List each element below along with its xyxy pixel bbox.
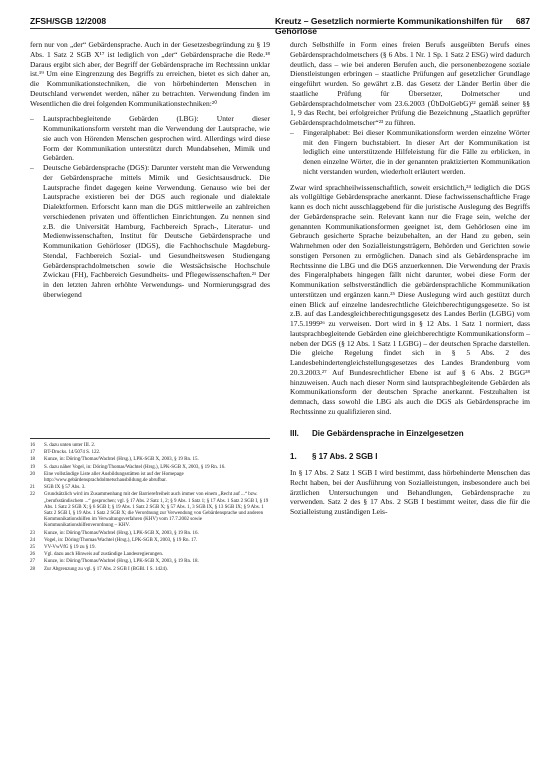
- footnote: [30, 485, 270, 491]
- subsection-number: 1.: [290, 452, 297, 462]
- footnote-text: Kunze, in: Döring/Thomas/Wachtel (Hrsg.), LPK-SGB X, 2003, § 19 Rn. 15.: [44, 457, 199, 463]
- footnote-number: 18: [30, 457, 35, 463]
- footnote: [30, 465, 270, 471]
- footnote: [30, 559, 270, 565]
- footnote-number: 28: [30, 566, 35, 572]
- footnote-text: Kunze, in: Döring/Thomas/Wachtel (Hrsg.), LPK-SGB X, 2003, § 19 Rn. 18.: [44, 559, 199, 565]
- footnote-text: Grundsätzlich wird im Zusammenhang mit der Barrierefreiheit auch immer von einem „Recht auf ...“ bzw. „berufsständischem ...“ gesprochen; vgl. § 17 Abs. 2 Satz 1, 2; § 9 Abs. 1 Satz 1; § 17 Abs. 1 Satz 2 SGB I, § 19 Abs. 1 Satz 2 SGB X; § 6 SGB I; § 19 Abs. 1 Satz 2 SGB X; § 57 Abs. 1, 3 SGB IX, § 13 SGB IX; § 9 Abs. 1 Satz 2 SGB I, § 19 Abs. 1 Satz 2 SGB X; die Verordnung zur Verwendung von Gebärdensprache und anderen Kommunikationshilfen im Verwaltungsverfahren (KHV) vom 17.7.2002 sowie Kommunikationshilfenverordnung – KHV.: [44, 492, 269, 529]
- footnotes: [30, 438, 270, 574]
- footnote-number: 17: [30, 450, 35, 456]
- left-column: [30, 40, 270, 300]
- footnote: [30, 538, 270, 544]
- footnote: [30, 552, 270, 558]
- section-number: III.: [290, 428, 299, 438]
- section-heading: [290, 429, 530, 439]
- footnote: [30, 457, 270, 463]
- footnote-text: Eine vollständige Liste aller Ausbildungsstätten ist auf der Homepage http://www.gebärdensprachdolmetschausbildung.de abrufbar.: [44, 471, 184, 484]
- footnote-text: Vogel, in: Döring/Thomas/Wachtel (Hrsg.), LPK-SGB X, 2003, § 19 Rn. 17.: [44, 537, 198, 543]
- journal-reference: ZFSH/SGB 12/2008: [30, 16, 107, 26]
- footnote-number: 19: [30, 464, 35, 470]
- footnote-number: 21: [30, 485, 35, 491]
- subsection-heading: [290, 452, 530, 462]
- interpretation-paragraph: Zwar wird sprachheilwissenschaftlich, soweit ersichtlich,²⁴ lediglich die DGS als vollgültige Gebärdensprache anerkannt. Diese fachwissenschaftliche Frage kann es doch nicht ausschlaggebend für die juristische Auslegung des Begriffs der Gebärdensprache sein. Relevant kann nur die Frage sein, welche der genannten Kommunikationsformen geeignet ist, dem Gehörlosen eine im Gebrauch gesicherte Sprache beizubehalten, an der Hand zu geben, sein Wahrnehmen oder den Sozialleistungsträgern, Behörden und Gerichten sowie sonstigen Personen zu ermöglichen. Danach sind als Gebärdensprache im Rechtssinne die LBG und die DGS anzuerkennen. Die Verwendung der Praxis des Fingeralphabets hingegen fällt nicht darunter, wobei diese Form der Kommunikation selbstverständlich die gebärdensprachliche Kommunikation unterstützen und ergänzen kann.²⁵ Diese Auslegung wird auch gestützt durch einen Blick auf einzelne landesrechtliche Gleichberechtigungsgesetze. So ist z.B. auf das Landesgleichberechtigungsgesetz des Landes Berlin (LGBG) vom 17.5.1999²⁶ zu verweisen. Dort wird in § 12 Abs. 1 Satz 1 normiert, dass lautsprachbegleitende Gebärden eine gleichberechtigte Kommunikationsform – neben der DGS (§ 12 Abs. 1 Satz 1 LGBG) – der deutschen Sprache darstellen. Die gleiche Regelung findet sich in § 5 Abs. 2 des Landesbehindertengleichstellungsgesetzes des Landes Brandenburg vom 20.3.2003.²⁷ Auf Bundesrechtlicher Ebene ist auf § 6 Abs. 2 BGG²⁸ hinzuweisen. Auch nach dieser Norm sind lautsprachbegleitende Gebärden als Kommunikationsform der deutschen Sprache anerkannt. Festzuhalten ist demnach, dass sowohl die LBG als auch die DGS als Gebärdensprache im Rechtssinne zu qualifizieren sind.: [290, 182, 530, 416]
- article-title: Kreutz – Gesetzlich normierte Kommunikationshilfen für Gehörlose: [275, 16, 503, 36]
- footnote-number: 20: [30, 471, 35, 477]
- sgb-paragraph: In § 17 Abs. 2 Satz 1 SGB I wird bestimmt, dass hörbehinderte Menschen das Recht haben, bei der Ausführung von Sozialleistungen, insbesondere auch bei ärztlichen Untersuchungen und Behandlungen, Gebärdensprache zu verwenden. Satz 2 des § 17 Abs. 2 SGB I bestimmt weiter, dass die für die Sozialleistung zuständigen Leis-: [290, 468, 530, 516]
- right-column: [290, 40, 530, 517]
- footnote-text: Zur Abgrenzung zu vgl. § 17 Abs. 2 SGB I (BGBl. I S. 1424).: [44, 566, 168, 572]
- section-title: Die Gebärdensprache in Einzelgesetzen: [312, 428, 464, 438]
- footnote: [30, 531, 270, 537]
- list-item-fingeralphabet: – Fingeralphabet: Bei dieser Kommunikationsform werden einzelne Wörter mit den Fingern buchstabiert. In dieser Art der Kommunikation ist lediglich eine unterstützende Hilfeleistung für die Fälle zu erblicken, in denen einzelne Wörter, die in der genannten praktizierten Kommunikation nicht verstanden wurden, wiederholt erläutert werden.: [290, 128, 530, 177]
- fingeralphabet-list: [290, 128, 530, 177]
- running-header: [30, 14, 530, 36]
- list-item-dgs: – Deutsche Gebärdensprache (DGS): Darunter versteht man die Verwendung der Gebärdensprache mittels Mimik und Gesichtsausdruck. Die Lautsprache findet dagegen keine Verwendung. Genauso wie bei der Lautsprache existieren bei der DGS auch regionale und dialektale Dialektformen. Erforscht kann man die DGS mittlerweile an zahlreichen verschiedenen privaten und öffentlichen Einrichtungen. Zu nennen sind z.B. die Universität Hamburg, Fachbereich Sprach-, Literatur- und Medienwissenschaften, Institut für Deutsche Gebärdensprache und Kommunikation Gehörloser (IDGS), die Fachhochschule Magdeburg-Stendal, Fachbereich Sozial- und Gesundheitswesen Studiengang Gebärdensprachdolmetschen sowie die Westsächsische Hochschule Zwickau (FH), Fachbereich Gesundheits- und Pflegewissenschaften.²¹ Der in den letzten Jahren erhöhte Verwendungs- und Normierungsgrad des überwiegend: [30, 163, 270, 300]
- footnote-number: 26: [30, 552, 35, 558]
- footnote-text: SGB IX § 57 Abs. 3.: [44, 485, 86, 491]
- footnote: [30, 545, 270, 551]
- subsection-title: § 17 Abs. 2 SGB I: [312, 452, 378, 462]
- communication-forms-list: [30, 114, 270, 299]
- footnote-number: 16: [30, 443, 35, 448]
- footnote-text: Kunze, in: Döring/Thomas/Wachtel (Hrsg.), LPK-SGB X, 2003, § 19 Rn. 16.: [44, 530, 199, 536]
- footnote: [30, 472, 270, 484]
- footnote-text: Vgl. dazu auch Hinweis auf zuständige Landesregierungen.: [44, 552, 164, 558]
- footnote-number: 24: [30, 537, 35, 543]
- footnote: [30, 567, 270, 573]
- right-top-paragraph: durch Selbsthilfe in Form eines freien Berufs ausgeübten Berufs eines Gebärdensprachdolmetschers (§ 6 Abs. 1 Nr. 1 Sp. 1 Satz 2 ESG) wird dadurch deutlich, dass – wie bei anderen Berufen auch, die personenbezogene soziale Dienstleistungen erbringen – staatliche Prüfungen auf gesetzlicher Grundlage eingeführt wurden. So gewährt z.B. das Gesetz der Länder Berlin über die staatliche Prüfung für Übersetzer, Dolmetscher und Gebärdensprachdolmetscher vom 23.6.2003 (ÜbDolGebG)²² gemäß seiner §§ 1, 9 das Recht, bei erfolgreicher Prüfung die Bezeichnung „Staatlich geprüfter Gebärdensprachdolmetscher“²³ zu führen.: [290, 40, 530, 127]
- footnote-text: BT-Drucks. 14/5074 S. 122.: [44, 450, 101, 456]
- list-item-lbg: – Lautsprachbegleitende Gebärden (LBG): Unter dieser Kommunikationsform versteht man die Verwendung der Lautsprache, wie sie auch von Hörenden Menschen gesprochen wird. Allerdings wird diese Form der Kommunikation unterstützt durch Mundabsehen, Mimik und Gebärden.: [30, 114, 270, 163]
- footnote-number: 27: [30, 559, 35, 565]
- left-intro-paragraph: fern nur von „der“ Gebärdensprache. Auch in der Gesetzesbegründung zu § 19 Abs. 1 Satz 2 SGB X¹⁷ ist lediglich von „der“ Gebärdensprache die Rede.¹⁸ Daraus ergibt sich aber, der Begriff der Gebärdensprache im Rechtssinn unklar ist.¹⁹ Um eine Eingrenzung des Begriffs zu erreichen, bietet es sich daher an, die Kommunikationstechniken, die von hörbehinderten Menschen in Deutschland verwendet werden, näher zu betrachten. Verwendung finden im Wesentlichen die drei folgenden Kommunikationstechniken:²⁰: [30, 40, 270, 108]
- footnote-number: 23: [30, 530, 35, 536]
- footnote-text: S. dazu unten unter III. 2.: [44, 443, 96, 448]
- footnote: [30, 443, 270, 449]
- footnote-text: S. dazu näher Vogel, in: Döring/Thomas/Wachtel (Hrsg.), LPK-SGB X, 2003, § 19 Rn. 16.: [44, 464, 226, 470]
- footnote-number: 25: [30, 545, 35, 551]
- page-number: 687: [515, 16, 530, 26]
- footnote: [30, 492, 270, 529]
- footnote-text: VV-VwVfG § 19 zu § 19.: [44, 545, 96, 551]
- footnote-number: 22: [30, 492, 35, 498]
- footnote: [30, 450, 270, 456]
